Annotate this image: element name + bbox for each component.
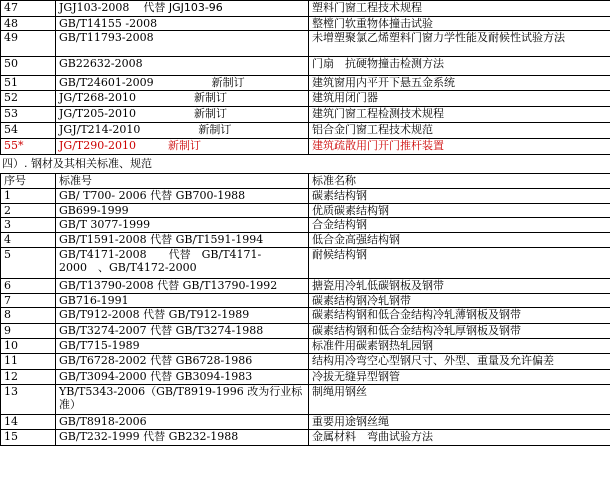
table-row (1, 107, 610, 123)
standard-code-cell (56, 91, 309, 107)
row-number: 14 (1, 415, 56, 430)
standard-name: 塑料门窗工程技术规程 (309, 1, 610, 17)
standard-name: 碳素结构钢冷轧钢带 (309, 294, 610, 308)
standard-name: 耐候结构钢 (309, 248, 610, 279)
standard-name: 碳素结构钢和低合金结构冷轧薄钢板及钢带 (309, 308, 610, 324)
standard-name: 整樘门软重物体撞击试验 (309, 17, 610, 31)
standard-code: GB/T13790-2008 代替 GB/T13790-1992 (56, 279, 309, 294)
table-row (1, 354, 610, 370)
standard-code-cell (56, 17, 309, 31)
standard-code: GB/T715-1989 (56, 339, 309, 354)
table-row (1, 204, 610, 218)
header-std: 标准号 (56, 174, 309, 189)
standard-code-cell (56, 107, 309, 123)
standard-name: 建筑用闭门器 (309, 91, 610, 107)
row-number: 52 (1, 91, 56, 107)
row-number: 8 (1, 308, 56, 324)
standard-code: GB/T8918-2006 (56, 415, 309, 430)
standard-code: GB/ T700- 2006 代替 GB700-1988 (56, 189, 309, 204)
standard-name: 铝合金门窗工程技术规范 (309, 123, 610, 139)
standard-name: 建筑门窗工程检测技术规程 (309, 107, 610, 123)
row-number: 3 (1, 218, 56, 233)
table-row (1, 415, 610, 430)
row-number: 5 (1, 248, 56, 279)
table-row (1, 430, 610, 446)
standard-code: GB22632-2008 (59, 57, 143, 70)
standard-note: 新制订 (193, 107, 227, 120)
table-row (1, 233, 610, 248)
standard-code: GB/T4171-2008 代替 GB/T4171-2000 、GB/T4172-2000 (56, 248, 309, 279)
table-row (1, 91, 610, 107)
row-number: 48 (1, 17, 56, 31)
standard-code: JG/T205-2010 (59, 107, 136, 120)
row-number: 51 (1, 76, 56, 91)
row-number: 54 (1, 123, 56, 139)
standard-name: 门扇 抗硬物撞击检测方法 (309, 57, 610, 76)
row-number: 4 (1, 233, 56, 248)
header-no: 序号 (1, 174, 56, 189)
standard-code: GB699-1999 (56, 204, 309, 218)
standard-name: 金属材料 弯曲试验方法 (309, 430, 610, 446)
section-title: 四）. 钢材及其相关标准、规范 (2, 157, 152, 170)
standard-code-cell (56, 57, 309, 76)
standard-code: GB/T3094-2000 代替 GB3094-1983 (56, 370, 309, 385)
row-number: 1 (1, 189, 56, 204)
standard-code-cell (56, 31, 309, 57)
row-number: 10 (1, 339, 56, 354)
standard-code: GB716-1991 (56, 294, 309, 308)
table-row (1, 189, 610, 204)
table-row (1, 57, 610, 76)
standard-note: 新制订 (193, 91, 227, 104)
standard-code: YB/T5343-2006（GB/T8919-1996 改为行业标准） (56, 385, 309, 415)
table-row (1, 370, 610, 385)
standard-note: 新制订 (211, 76, 245, 89)
table-row (1, 308, 610, 324)
standard-name: 优质碳素结构钢 (309, 204, 610, 218)
standard-code: JGJ/T214-2010 (59, 123, 141, 136)
standard-code: GB/T14155 -2008 (59, 17, 158, 30)
standard-note: 代替 JGJ103-96 (143, 1, 223, 14)
row-number: 13 (1, 385, 56, 415)
standard-name: 重要用途钢丝绳 (309, 415, 610, 430)
standard-name: 建筑疏散用门开门推杆装置 (309, 139, 610, 155)
standard-code-cell (56, 76, 309, 91)
standard-note: 新制订 (167, 139, 201, 152)
standard-name: 碳素结构钢 (309, 189, 610, 204)
table-row (1, 123, 610, 139)
row-number: 12 (1, 370, 56, 385)
table-row (1, 279, 610, 294)
table-row (1, 139, 610, 155)
standard-code: JG/T268-2010 (59, 91, 136, 104)
standard-code: GB/T6728-2002 代替 GB6728-1986 (56, 354, 309, 370)
table-row (1, 76, 610, 91)
row-number: 49 (1, 31, 56, 57)
steel-standards-table (0, 173, 610, 446)
standard-name: 搪瓷用冷轧低碳钢板及钢带 (309, 279, 610, 294)
standard-code: GB/T11793-2008 (59, 31, 154, 44)
standard-code: JG/T290-2010 (59, 139, 136, 152)
row-number: 53 (1, 107, 56, 123)
table-row (1, 339, 610, 354)
table-row (1, 17, 610, 31)
table-row (1, 248, 610, 279)
row-number: 6 (1, 279, 56, 294)
standard-name: 合金结构钢 (309, 218, 610, 233)
standard-code-cell (56, 139, 309, 155)
standard-code: GB/T912-2008 代替 GB/T912-1989 (56, 308, 309, 324)
table-row (1, 31, 610, 57)
standard-code: GB/T24601-2009 (59, 76, 154, 89)
table-row (1, 218, 610, 233)
standard-name: 未增塑聚氯乙烯塑料门窗力学性能及耐候性试验方法 (309, 31, 610, 57)
standard-code-cell (56, 1, 309, 17)
row-number: 2 (1, 204, 56, 218)
standard-code: JGJ103-2008 (59, 1, 130, 14)
row-number: 47 (1, 1, 56, 17)
row-number: 55* (1, 139, 56, 155)
standard-note: 新制订 (198, 123, 232, 136)
row-number: 50 (1, 57, 56, 76)
standard-name: 建筑窗用内平开下悬五金系统 (309, 76, 610, 91)
table-row (1, 324, 610, 339)
standard-name: 标准件用碳素钢热轧园钢 (309, 339, 610, 354)
table-header-row (1, 174, 610, 189)
standard-name: 低合金高强结构钢 (309, 233, 610, 248)
row-number: 7 (1, 294, 56, 308)
standards-table-upper (0, 0, 610, 155)
standard-code-cell (56, 123, 309, 139)
standard-code: GB/T3274-2007 代替 GB/T3274-1988 (56, 324, 309, 339)
standard-name: 冷拔无缝异型钢管 (309, 370, 610, 385)
standard-name: 结构用冷弯空心型钢尺寸、外型、重量及允许偏差 (309, 354, 610, 370)
row-number: 11 (1, 354, 56, 370)
standard-code: GB/T 3077-1999 (56, 218, 309, 233)
table-row (1, 294, 610, 308)
standard-name: 碳素结构钢和低合金结构冷轧厚钢板及钢带 (309, 324, 610, 339)
standard-code: GB/T232-1999 代替 GB232-1988 (56, 430, 309, 446)
standard-code: GB/T1591-2008 代替 GB/T1591-1994 (56, 233, 309, 248)
table-row (1, 385, 610, 415)
row-number: 15 (1, 430, 56, 446)
standard-name: 制绳用钢丝 (309, 385, 610, 415)
table-row (1, 1, 610, 17)
header-name: 标准名称 (309, 174, 610, 189)
row-number: 9 (1, 324, 56, 339)
